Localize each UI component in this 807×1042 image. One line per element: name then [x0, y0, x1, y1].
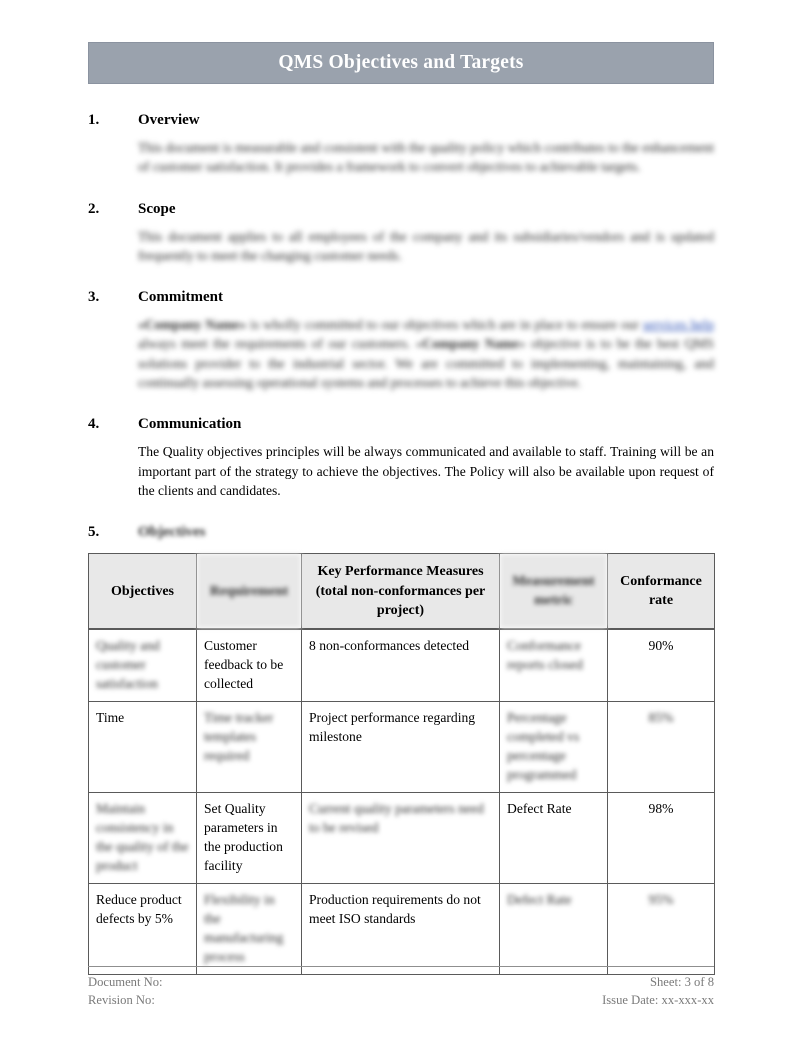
section-commitment-number: 3. — [88, 289, 100, 306]
column-header-measurement-metric: Measurement metric — [500, 554, 608, 629]
section-communication-number: 4. — [88, 416, 100, 433]
column-header-requirement: Requirement — [197, 554, 302, 629]
section-objectives — [88, 524, 714, 975]
commitment-text-2: always meet the requirements of our customers. « — [138, 336, 423, 352]
document-title-banner — [88, 42, 714, 84]
footer-line-2 — [88, 991, 714, 1009]
section-commitment — [88, 289, 714, 392]
table-row — [89, 793, 715, 884]
section-overview — [88, 112, 714, 177]
footer-line-1 — [88, 973, 714, 991]
objectives-table-header — [89, 554, 715, 629]
section-commitment-body — [138, 315, 714, 392]
section-objectives-heading — [88, 524, 714, 541]
section-communication-body — [138, 442, 714, 500]
section-communication-paragraph: The Quality objectives principles will be always communicated and available to staff. Training will be an important part of the strategy to achieve the objectives. The Policy will also be available upon request of the clients and candidates. — [138, 444, 714, 498]
section-overview-paragraph: This document is measurable and consistent with the quality policy which contributes to the enhancement of customer satisfaction. It provides a framework to convert objectives to achievable targets. — [138, 140, 714, 175]
cell-key-performance-measure: Project performance regarding milestone — [302, 702, 500, 793]
cell-conformance-rate: 98% — [608, 793, 715, 884]
cell-objective: Maintain consistency in the quality of the product — [89, 793, 197, 884]
commitment-text-3: » objective is to be the best QMS solutions provider to the industrial sector. We are committed to implementing, maintaining, and continually assessing operational systems and processes to achieve this objective. — [138, 336, 714, 391]
table-row — [89, 629, 715, 702]
section-scope-body — [138, 227, 714, 266]
cell-conformance-rate: 90% — [608, 629, 715, 702]
section-scope-number: 2. — [88, 200, 100, 217]
company-name-placeholder-1: «Company Name» — [138, 317, 247, 333]
section-objectives-number: 5. — [88, 524, 100, 541]
objectives-table — [88, 553, 715, 975]
section-overview-title: Overview — [138, 112, 200, 128]
company-name-placeholder-2: Company Name — [422, 336, 519, 352]
services-help-link[interactable]: services help — [642, 317, 714, 333]
page-footer — [88, 966, 714, 1010]
cell-measurement-metric: Conformance reports closed — [500, 629, 608, 702]
section-commitment-paragraph — [138, 315, 714, 392]
cell-measurement-metric: Defect Rate — [500, 884, 608, 975]
cell-conformance-rate: 95% — [608, 884, 715, 975]
section-commitment-heading — [88, 289, 714, 306]
section-overview-body — [138, 138, 714, 177]
section-scope-title: Scope — [138, 200, 176, 217]
cell-objective: Reduce product defects by 5% — [89, 884, 197, 975]
cell-measurement-metric: Percentage completed vs percentage programmed — [500, 702, 608, 793]
section-scope — [88, 201, 714, 266]
cell-requirement: Customer feedback to be collected — [197, 629, 302, 702]
section-overview-heading — [88, 112, 714, 129]
footer-revision-no: Revision No: — [88, 993, 155, 1008]
table-row — [89, 702, 715, 793]
column-header-objectives: Objectives — [89, 554, 197, 629]
page-title: QMS Objectives and Targets — [278, 52, 524, 73]
section-commitment-title: Commitment — [138, 289, 223, 306]
section-scope-paragraph: This document applies to all employees of the company and its subsidiaries/vendors and is updated frequently to meet the changing customer needs. — [138, 228, 714, 263]
table-header-row — [89, 554, 715, 629]
cell-requirement: Time tracker templates required — [197, 702, 302, 793]
document-content — [88, 42, 714, 975]
section-scope-heading — [88, 201, 714, 218]
section-communication — [88, 416, 714, 500]
table-row — [89, 884, 715, 975]
footer-issue-date: Issue Date: xx-xxx-xx — [602, 993, 714, 1008]
column-header-conformance-rate: Conformance rate — [608, 554, 715, 629]
cell-requirement: Set Quality parameters in the production facility — [197, 793, 302, 884]
cell-objective: Quality and customer satisfaction — [89, 629, 197, 702]
section-objectives-title: Objectives — [138, 524, 206, 541]
footer-sheet-number: Sheet: 3 of 8 — [649, 975, 714, 989]
section-communication-heading — [88, 416, 714, 433]
cell-conformance-rate: 85% — [608, 702, 715, 793]
cell-key-performance-measure: Current quality parameters need to be revised — [302, 793, 500, 884]
objectives-table-body — [89, 629, 715, 975]
cell-key-performance-measure: Production requirements do not meet ISO standards — [302, 884, 500, 975]
commitment-text-1: is wholly committed to our objectives which are in place to ensure our — [246, 317, 643, 333]
cell-key-performance-measure: 8 non-conformances detected — [302, 629, 500, 702]
cell-requirement: Flexibility in the manufacturing process — [197, 884, 302, 975]
cell-measurement-metric: Defect Rate — [500, 793, 608, 884]
section-communication-title: Communication — [138, 416, 242, 433]
section-overview-number: 1. — [88, 112, 100, 128]
footer-document-no: Document No: — [88, 975, 163, 989]
cell-objective: Time — [89, 702, 197, 793]
column-header-key-performance-measures: Key Performance Measures (total non-conformances per project) — [302, 554, 500, 629]
